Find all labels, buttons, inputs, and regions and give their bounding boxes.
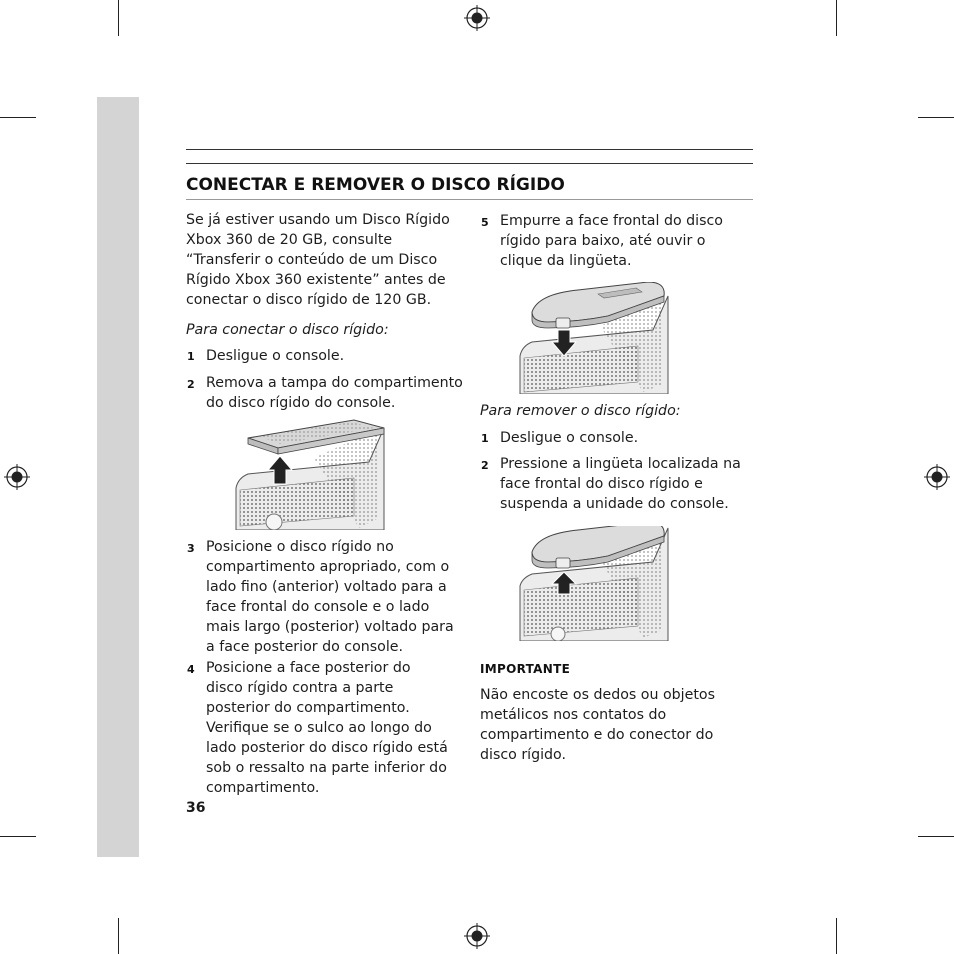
text-line: Desligue o console. — [500, 430, 639, 446]
text-line: face frontal do disco rígido e — [500, 476, 703, 492]
intro-paragraph — [186, 210, 450, 310]
text-line: Xbox 360 de 20 GB, consulte — [186, 232, 393, 248]
text-line: compartimento. — [206, 780, 320, 796]
language-label: português — [138, 366, 163, 483]
text-line: Posicione a face posterior do — [206, 660, 411, 676]
section-title: CONECTAR E REMOVER O DISCO RÍGIDO — [186, 175, 565, 195]
text-line: posterior do compartimento. — [206, 700, 410, 716]
text-line: Desligue o console. — [206, 348, 345, 364]
registration-mark-icon — [464, 5, 490, 31]
header-rule — [186, 149, 753, 150]
step-text — [206, 373, 463, 413]
page-number: 36 — [186, 800, 206, 816]
text-line: face frontal do console e o lado — [206, 599, 430, 615]
crop-mark — [118, 0, 119, 36]
text-line: a face posterior do console. — [206, 639, 404, 655]
text-line: lado fino (anterior) voltado para a — [206, 579, 447, 595]
text-line: clique da lingüeta. — [500, 253, 632, 269]
step-number: 1 — [187, 350, 195, 363]
step-number: 2 — [481, 459, 489, 472]
text-line: Empurre a face frontal do disco — [500, 213, 723, 229]
step-text — [500, 454, 741, 514]
text-line: “Transferir o conteúdo de um Disco — [186, 252, 438, 268]
text-line: do disco rígido do console. — [206, 395, 396, 411]
crop-mark — [836, 0, 837, 36]
console-insert-illustration — [518, 282, 670, 394]
step-text — [500, 211, 723, 271]
important-text — [480, 685, 715, 765]
text-line: Posicione o disco rígido no — [206, 539, 394, 555]
header-rule — [186, 163, 753, 164]
registration-mark-icon — [464, 923, 490, 949]
step-number: 1 — [481, 432, 489, 445]
important-label: IMPORTANTE — [480, 662, 571, 676]
step-number: 3 — [187, 542, 195, 555]
title-rule — [186, 199, 753, 200]
crop-mark — [0, 117, 36, 118]
crop-mark — [836, 918, 837, 954]
text-line: Rígido Xbox 360 existente” antes de — [186, 272, 446, 288]
language-sidebar — [97, 97, 139, 857]
step-text — [206, 658, 448, 798]
registration-mark-icon — [924, 464, 950, 490]
text-line: Pressione a lingüeta localizada na — [500, 456, 741, 472]
text-line: conectar o disco rígido de 120 GB. — [186, 292, 432, 308]
text-line: metálicos nos contatos do — [480, 707, 667, 723]
text-line: Não encoste os dedos ou objetos — [480, 687, 715, 703]
text-line: sob o ressalto na parte inferior do — [206, 760, 447, 776]
step-number: 4 — [187, 663, 195, 676]
step-number: 5 — [481, 216, 489, 229]
text-line: Verifique se o sulco ao longo do — [206, 720, 432, 736]
registration-mark-icon — [4, 464, 30, 490]
connect-heading: Para conectar o disco rígido: — [186, 322, 389, 338]
text-line: lado posterior do disco rígido está — [206, 740, 448, 756]
crop-mark — [118, 918, 119, 954]
step-number: 2 — [187, 378, 195, 391]
remove-heading: Para remover o disco rígido: — [480, 403, 681, 419]
text-line: compartimento apropriado, com o — [206, 559, 450, 575]
text-line: mais largo (posterior) voltado para — [206, 619, 454, 635]
text-line: Se já estiver usando um Disco Rígido — [186, 212, 450, 228]
step-text — [206, 537, 454, 657]
text-line: rígido para baixo, até ouvir o — [500, 233, 706, 249]
step-text — [500, 428, 638, 448]
text-line: disco rígido contra a parte — [206, 680, 394, 696]
text-line: Remova a tampa do compartimento — [206, 375, 463, 391]
crop-mark — [918, 836, 954, 837]
text-line: compartimento e do conector do — [480, 727, 714, 743]
text-line: disco rígido. — [480, 747, 566, 763]
console-remove-illustration — [518, 526, 670, 641]
console-cover-illustration — [234, 418, 386, 530]
text-line: suspenda a unidade do console. — [500, 496, 729, 512]
step-text — [206, 346, 344, 366]
crop-mark — [918, 117, 954, 118]
crop-mark — [0, 836, 36, 837]
